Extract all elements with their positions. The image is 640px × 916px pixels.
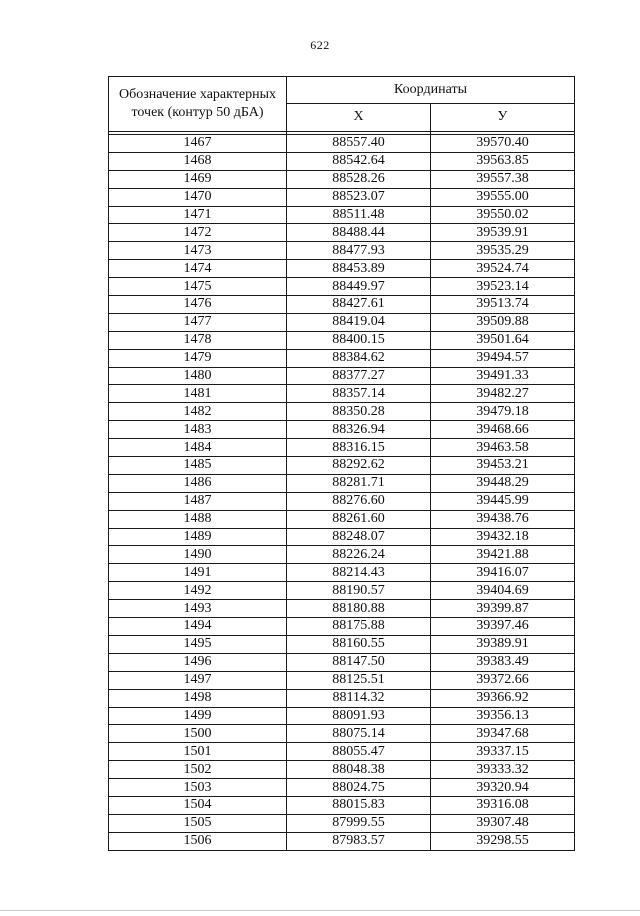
point-id-cell: 1499	[109, 707, 287, 725]
y-coordinate-cell: 39563.85	[431, 152, 575, 170]
y-coordinate-cell: 39479.18	[431, 403, 575, 421]
table-row	[109, 671, 575, 689]
table-row	[109, 707, 575, 725]
point-id-cell: 1486	[109, 474, 287, 492]
y-coordinate-cell: 39570.40	[431, 135, 575, 153]
y-coordinate-cell: 39468.66	[431, 421, 575, 439]
table-row	[109, 564, 575, 582]
x-coordinate-cell: 88214.43	[287, 564, 431, 582]
table-row	[109, 725, 575, 743]
y-coordinate-cell: 39535.29	[431, 242, 575, 260]
y-coordinate-cell: 39539.91	[431, 224, 575, 242]
x-coordinate-cell: 88316.15	[287, 439, 431, 457]
table-row	[109, 439, 575, 457]
header-x: X	[287, 103, 431, 131]
point-id-cell: 1478	[109, 331, 287, 349]
point-id-cell: 1503	[109, 779, 287, 797]
x-coordinate-cell: 88419.04	[287, 313, 431, 331]
page-number: 622	[310, 38, 330, 52]
table-row	[109, 170, 575, 188]
table-row	[109, 582, 575, 600]
y-coordinate-cell: 39347.68	[431, 725, 575, 743]
x-coordinate-cell: 88377.27	[287, 367, 431, 385]
point-id-cell: 1474	[109, 260, 287, 278]
table-row	[109, 403, 575, 421]
x-coordinate-cell: 87983.57	[287, 832, 431, 850]
y-coordinate-cell: 39448.29	[431, 474, 575, 492]
x-coordinate-cell: 88048.38	[287, 761, 431, 779]
table-row	[109, 367, 575, 385]
table-row	[109, 492, 575, 510]
x-coordinate-cell: 88350.28	[287, 403, 431, 421]
table-row	[109, 242, 575, 260]
x-coordinate-cell: 88557.40	[287, 135, 431, 153]
x-coordinate-cell: 88488.44	[287, 224, 431, 242]
point-id-cell: 1493	[109, 600, 287, 618]
y-coordinate-cell: 39337.15	[431, 743, 575, 761]
table-row	[109, 510, 575, 528]
x-coordinate-cell: 88449.97	[287, 278, 431, 296]
x-coordinate-cell: 88276.60	[287, 492, 431, 510]
x-coordinate-cell: 88024.75	[287, 779, 431, 797]
x-coordinate-cell: 88125.51	[287, 671, 431, 689]
x-coordinate-cell: 88453.89	[287, 260, 431, 278]
y-coordinate-cell: 39445.99	[431, 492, 575, 510]
x-coordinate-cell: 88511.48	[287, 206, 431, 224]
table-row	[109, 689, 575, 707]
x-coordinate-cell: 88190.57	[287, 582, 431, 600]
table-row	[109, 600, 575, 618]
table-row	[109, 224, 575, 242]
table-row	[109, 761, 575, 779]
x-coordinate-cell: 88477.93	[287, 242, 431, 260]
table-row	[109, 814, 575, 832]
y-coordinate-cell: 39555.00	[431, 188, 575, 206]
table-row	[109, 313, 575, 331]
point-id-cell: 1482	[109, 403, 287, 421]
x-coordinate-cell: 88427.61	[287, 296, 431, 314]
table-row	[109, 188, 575, 206]
y-coordinate-cell: 39307.48	[431, 814, 575, 832]
table-row	[109, 349, 575, 367]
y-coordinate-cell: 39372.66	[431, 671, 575, 689]
table-row	[109, 779, 575, 797]
y-coordinate-cell: 39453.21	[431, 457, 575, 475]
table-row	[109, 296, 575, 314]
y-coordinate-cell: 39491.33	[431, 367, 575, 385]
x-coordinate-cell: 88292.62	[287, 457, 431, 475]
y-coordinate-cell: 39366.92	[431, 689, 575, 707]
point-id-cell: 1481	[109, 385, 287, 403]
table-row	[109, 474, 575, 492]
point-id-cell: 1480	[109, 367, 287, 385]
point-id-cell: 1501	[109, 743, 287, 761]
point-id-cell: 1479	[109, 349, 287, 367]
y-coordinate-cell: 39513.74	[431, 296, 575, 314]
table-row	[109, 421, 575, 439]
x-coordinate-cell: 88055.47	[287, 743, 431, 761]
x-coordinate-cell: 88528.26	[287, 170, 431, 188]
table-row	[109, 331, 575, 349]
y-coordinate-cell: 39494.57	[431, 349, 575, 367]
x-coordinate-cell: 88091.93	[287, 707, 431, 725]
point-id-cell: 1490	[109, 546, 287, 564]
header-point-label: Обозначение характерных точек (контур 50 дБА)	[109, 77, 287, 132]
point-id-cell: 1468	[109, 152, 287, 170]
x-coordinate-cell: 88261.60	[287, 510, 431, 528]
table-row	[109, 618, 575, 636]
x-coordinate-cell: 88542.64	[287, 152, 431, 170]
x-coordinate-cell: 88248.07	[287, 528, 431, 546]
table-row	[109, 206, 575, 224]
y-coordinate-cell: 39524.74	[431, 260, 575, 278]
point-id-cell: 1498	[109, 689, 287, 707]
x-coordinate-cell: 88114.32	[287, 689, 431, 707]
y-coordinate-cell: 39298.55	[431, 832, 575, 850]
y-coordinate-cell: 39501.64	[431, 331, 575, 349]
point-id-cell: 1504	[109, 796, 287, 814]
point-id-cell: 1469	[109, 170, 287, 188]
y-coordinate-cell: 39399.87	[431, 600, 575, 618]
y-coordinate-cell: 39320.94	[431, 779, 575, 797]
point-id-cell: 1476	[109, 296, 287, 314]
x-coordinate-cell: 88226.24	[287, 546, 431, 564]
table-row	[109, 832, 575, 850]
point-id-cell: 1484	[109, 439, 287, 457]
table-row	[109, 457, 575, 475]
point-id-cell: 1471	[109, 206, 287, 224]
table-row	[109, 653, 575, 671]
x-coordinate-cell: 88075.14	[287, 725, 431, 743]
point-id-cell: 1485	[109, 457, 287, 475]
header-coordinates: Координаты	[287, 77, 575, 104]
header-y: У	[431, 103, 575, 131]
point-id-cell: 1488	[109, 510, 287, 528]
point-id-cell: 1502	[109, 761, 287, 779]
coordinates-table	[108, 76, 575, 851]
point-id-cell: 1477	[109, 313, 287, 331]
table-row	[109, 546, 575, 564]
point-id-cell: 1470	[109, 188, 287, 206]
point-id-cell: 1483	[109, 421, 287, 439]
point-id-cell: 1489	[109, 528, 287, 546]
y-coordinate-cell: 39404.69	[431, 582, 575, 600]
point-id-cell: 1491	[109, 564, 287, 582]
table-row	[109, 135, 575, 153]
table-body	[109, 135, 575, 851]
point-id-cell: 1496	[109, 653, 287, 671]
x-coordinate-cell: 88160.55	[287, 635, 431, 653]
y-coordinate-cell: 39397.46	[431, 618, 575, 636]
x-coordinate-cell: 88015.83	[287, 796, 431, 814]
table-row	[109, 528, 575, 546]
y-coordinate-cell: 39509.88	[431, 313, 575, 331]
table-row	[109, 796, 575, 814]
y-coordinate-cell: 39432.18	[431, 528, 575, 546]
y-coordinate-cell: 39463.58	[431, 439, 575, 457]
y-coordinate-cell: 39316.08	[431, 796, 575, 814]
x-coordinate-cell: 88384.62	[287, 349, 431, 367]
y-coordinate-cell: 39523.14	[431, 278, 575, 296]
point-id-cell: 1473	[109, 242, 287, 260]
point-id-cell: 1500	[109, 725, 287, 743]
y-coordinate-cell: 39356.13	[431, 707, 575, 725]
x-coordinate-cell: 88180.88	[287, 600, 431, 618]
table-row	[109, 743, 575, 761]
y-coordinate-cell: 39550.02	[431, 206, 575, 224]
point-id-cell: 1492	[109, 582, 287, 600]
point-id-cell: 1495	[109, 635, 287, 653]
y-coordinate-cell: 39557.38	[431, 170, 575, 188]
y-coordinate-cell: 39333.32	[431, 761, 575, 779]
point-id-cell: 1505	[109, 814, 287, 832]
point-id-cell: 1497	[109, 671, 287, 689]
table-row	[109, 635, 575, 653]
x-coordinate-cell: 88523.07	[287, 188, 431, 206]
y-coordinate-cell: 39482.27	[431, 385, 575, 403]
table-header	[109, 77, 575, 135]
x-coordinate-cell: 88357.14	[287, 385, 431, 403]
point-id-cell: 1487	[109, 492, 287, 510]
y-coordinate-cell: 39416.07	[431, 564, 575, 582]
table-row	[109, 278, 575, 296]
y-coordinate-cell: 39383.49	[431, 653, 575, 671]
point-id-cell: 1475	[109, 278, 287, 296]
x-coordinate-cell: 88147.50	[287, 653, 431, 671]
x-coordinate-cell: 87999.55	[287, 814, 431, 832]
page-bottom-edge	[0, 910, 640, 911]
x-coordinate-cell: 88326.94	[287, 421, 431, 439]
point-id-cell: 1494	[109, 618, 287, 636]
x-coordinate-cell: 88400.15	[287, 331, 431, 349]
y-coordinate-cell: 39421.88	[431, 546, 575, 564]
point-id-cell: 1506	[109, 832, 287, 850]
x-coordinate-cell: 88175.88	[287, 618, 431, 636]
y-coordinate-cell: 39438.76	[431, 510, 575, 528]
point-id-cell: 1467	[109, 135, 287, 153]
x-coordinate-cell: 88281.71	[287, 474, 431, 492]
y-coordinate-cell: 39389.91	[431, 635, 575, 653]
table-row	[109, 152, 575, 170]
point-id-cell: 1472	[109, 224, 287, 242]
table-row	[109, 385, 575, 403]
table-row	[109, 260, 575, 278]
